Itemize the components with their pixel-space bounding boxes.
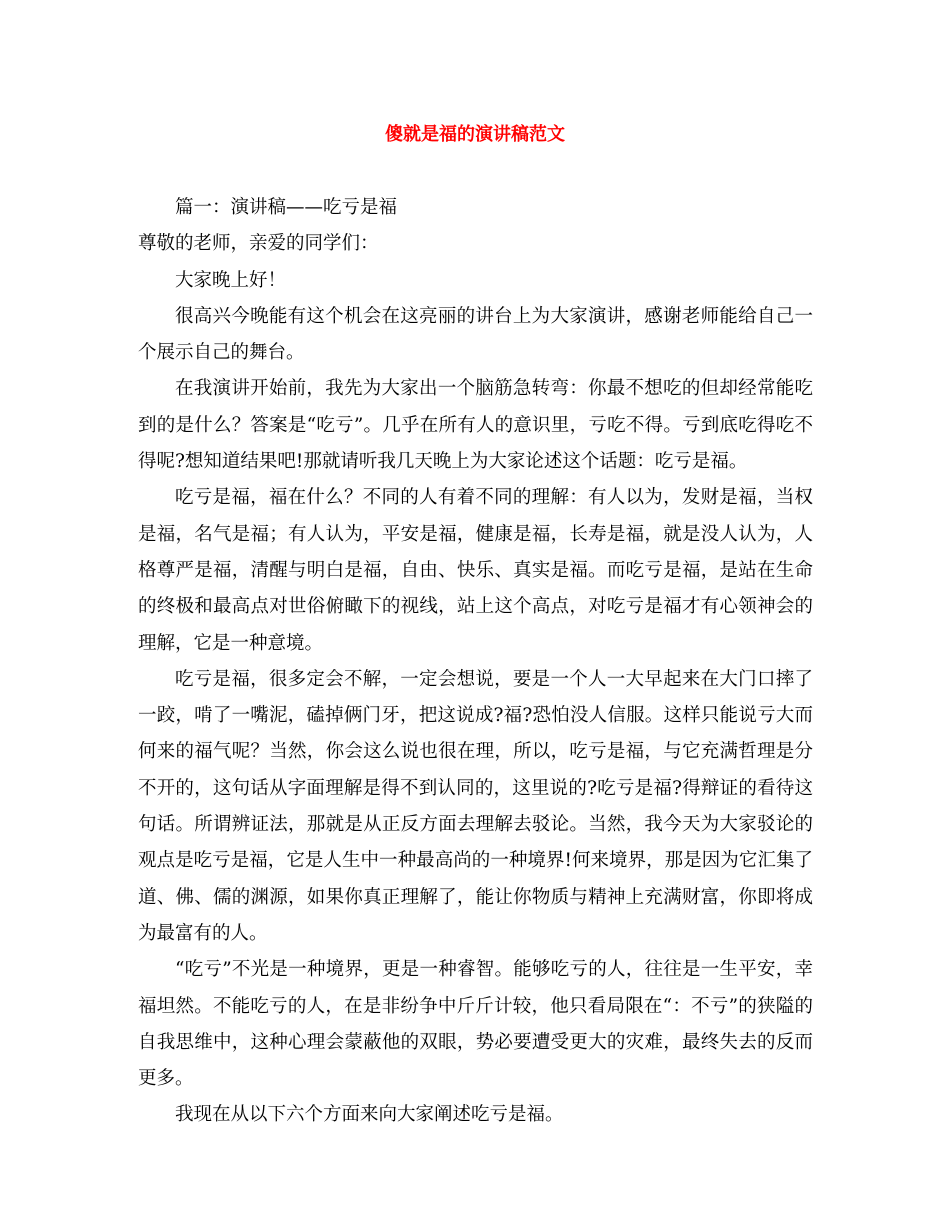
paragraph-riddle: 在我演讲开始前，我先为大家出一个脑筋急转弯：你最不想吃的但却经常能吃到的是什么？答案是“吃亏”。几乎在所有人的意识里，亏吃不得。亏到底吃得吃不得呢?想知道结果吧!那就请听我几天晚上为大家论述这个话题：吃亏是福。	[138, 378, 813, 473]
paragraph-meaning-of-fortune: 吃亏是福，福在什么？不同的人有着不同的理解：有人以为，发财是福，当权是福，名气是福；有人认为，平安是福，健康是福，长寿是福，就是没人认为，人格尊严是福，清醒与明白是福，自由、快乐、真实是福。而吃亏是福，是站在生命的终极和最高点对世俗俯瞰下的视线，站上这个高点，对吃亏是福才有心领神会的理解，它是一种意境。	[138, 487, 813, 654]
paragraph-section-heading: 篇一：演讲稿——吃亏是福	[175, 197, 398, 218]
paragraph-six-aspects: 我现在从以下六个方面来向大家阐述吃亏是福。	[175, 1104, 564, 1126]
document-body	[138, 190, 813, 1134]
paragraph-opening: 很高兴今晚能有这个机会在这亮丽的讲台上为大家演讲，感谢老师能给自己一个展示自己的舞台。	[138, 305, 813, 364]
paragraph-salutation: 尊敬的老师，亲爱的同学们：	[138, 233, 379, 255]
paragraph-wisdom: “吃亏”不光是一种境界，更是一种睿智。能够吃亏的人，往往是一生平安，幸福坦然。不能吃亏的人，在是非纷争中斤斤计较，他只看局限在“：不亏”的狭隘的自我思维中，这种心理会蒙蔽他的双眼，势必要遭受更大的灾难，最终失去的反而更多。	[138, 959, 813, 1090]
document-title: 傻就是福的演讲稿范文	[385, 124, 565, 145]
paragraph-greeting: 大家晚上好！	[175, 269, 287, 291]
paragraph-dialectic: 吃亏是福，很多定会不解，一定会想说，要是一个人一大早起来在大门口摔了一跤，啃了一嘴泥，磕掉俩门牙，把这说成?福?恐怕没人信服。这样只能说亏大而何来的福气呢？当然，你会这么说也很在理，所以，吃亏是福，与它充满哲理是分不开的，这句话从字面理解是得不到认同的，这里说的?吃亏是福?得辩证的看待这句话。所谓辨证法，那就是从正反方面去理解去驳论。当然，我今天为大家驳论的观点是吃亏是福，它是人生中一种最高尚的一种境界!何来境界，那是因为它汇集了道、佛、儒的渊源，如果你真正理解了，能让你物质与精神上充满财富，你即将成为最富有的人。	[138, 668, 813, 944]
